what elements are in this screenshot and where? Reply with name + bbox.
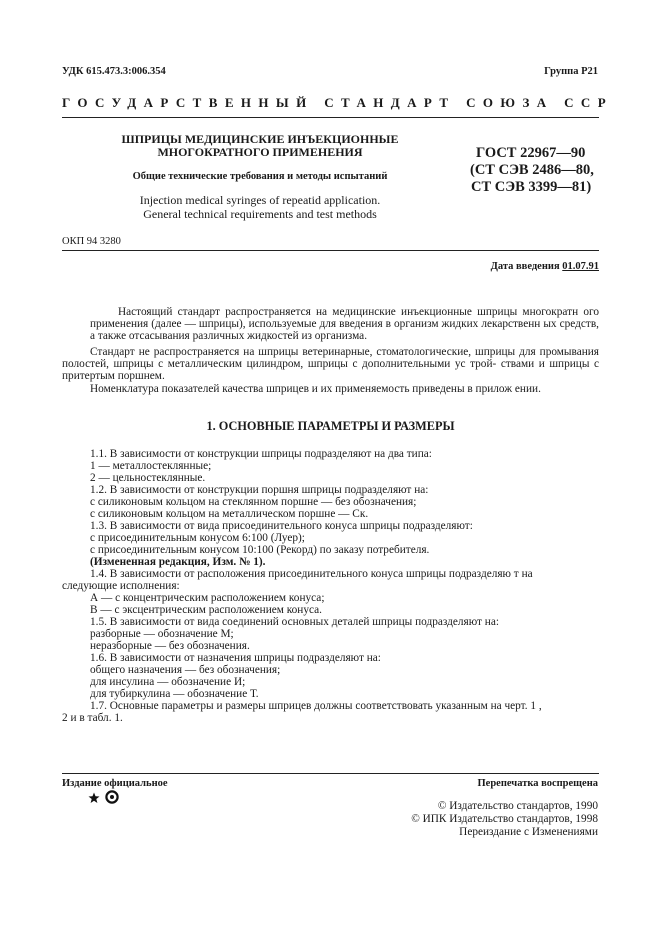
reprint-notice: Перепечатка воспрещена <box>477 778 598 789</box>
document-title <box>80 133 440 158</box>
title-line-1: ШПРИЦЫ МЕДИЦИНСКИЕ ИНЪЕКЦИОННЫЕ <box>121 132 399 146</box>
list-item: В — с эксцентрическим расположением конуса. <box>90 604 322 616</box>
okp-code: ОКП 94 3280 <box>62 236 121 247</box>
english-title-line-1: Injection medical syringes of repeatid application. <box>139 193 381 207</box>
english-title-line-2: General technical requirements and test methods <box>143 206 377 221</box>
list-item: для инсулина — обозначение И; <box>90 676 246 688</box>
standard-banner: ГОСУДАРСТВЕННЫЙ СТАНДАРТ СОЮЗА ССР <box>62 95 614 110</box>
official-edition: Издание официальное <box>62 778 168 789</box>
list-item: 2 — цельностеклянные. <box>90 472 206 484</box>
gost-designation <box>470 145 594 196</box>
clause-1-5: 1.5. В зависимости от вида соединений основных деталей шприцы подразделяют на: <box>90 616 499 628</box>
english-title <box>80 194 440 221</box>
udk-code: УДК 615.473.3:006.354 <box>62 66 166 77</box>
footer-divider <box>62 773 599 774</box>
copyright-line-2: © ИПК Издательство стандартов, 1998 <box>411 813 598 825</box>
reissue-note: Переиздание с Изменениями <box>459 826 598 838</box>
gost-cev-1: (СТ СЭВ 2486—80, <box>470 162 594 178</box>
clause-1-3: 1.3. В зависимости от вида присоединительного конуса шприцы подразделяют: <box>90 520 473 532</box>
clause-1-7-continued: 2 и в табл. 1. <box>62 712 123 724</box>
clause-1-1: 1.1. В зависимости от конструкции шприцы подразделяют на два типа: <box>90 448 432 460</box>
clause-1-2: 1.2. В зависимости от конструкции поршня шприцы подразделяют на: <box>90 484 429 496</box>
introduction-date-label: Дата введения <box>490 261 560 272</box>
quality-mark-icon <box>105 790 119 809</box>
document-subtitle: Общие технические требования и методы испытаний <box>132 171 388 182</box>
section-1-heading: 1. ОСНОВНЫЕ ПАРАМЕТРЫ И РАЗМЕРЫ <box>206 419 455 433</box>
clause-1-4: 1.4. В зависимости от расположения присоединительного конуса шприцы подразделяю т на <box>90 568 533 580</box>
list-item: разборные — обозначение М; <box>90 628 234 640</box>
list-item: с присоединительным конусом 10:100 (Рекорд) по заказу потребителя. <box>90 544 430 556</box>
intro-paragraph-2: Стандарт не распространяется на шприцы ветеринарные, стоматологические, шприцы для промывания полостей, шприцы с металлическим цилиндром, шприцы с дополнительными ус трой- ствами и шприцы с притертым поршнем. <box>62 346 599 383</box>
intro-paragraph-3: Номенклатура показателей качества шприцев и их применяемость приведены в прилож ении. <box>90 383 541 395</box>
star-icon <box>88 791 100 809</box>
clause-1-7: 1.7. Основные параметры и размеры шприцев должны соответствовать указанным на черт. 1 , <box>90 700 542 712</box>
clause-1-6: 1.6. В зависимости от назначения шприцы подразделяют на: <box>90 652 381 664</box>
intro-paragraph-1: Настоящий стандарт распространяется на медицинские инъекционные шприцы многократн ого применения (далее — шприцы), используемые для введения в организм жидких лекарственн ых средств, а также отсасывания различных жидкостей из организма. <box>90 306 599 343</box>
clause-1-4-continued: следующие исполнения: <box>62 580 180 592</box>
list-item: неразборные — без обозначения. <box>90 640 250 652</box>
list-item: с силиконовым кольцом на металлическом поршне — Ск. <box>90 508 369 520</box>
group-code: Группа Р21 <box>544 66 598 77</box>
list-item: для тубиркулина — обозначение Т. <box>90 688 259 700</box>
list-item: 1 — металлостеклянные; <box>90 460 212 472</box>
list-item: общего назначения — без обозначения; <box>90 664 281 676</box>
introduction-date-value: 01.07.91 <box>562 261 599 272</box>
gost-cev-2: СТ СЭВ 3399—81) <box>471 179 592 195</box>
amendment-note: (Измененная редакция, Изм. № 1). <box>90 556 266 568</box>
copyright-block <box>411 800 598 839</box>
list-item: А — с концентрическим расположением конуса; <box>90 592 325 604</box>
okp-divider <box>62 250 599 251</box>
list-item: с присоединительным конусом 6:100 (Луер); <box>90 532 305 544</box>
introduction-date <box>491 261 599 272</box>
list-item: с силиконовым кольцом на стеклянном поршне — без обозначения; <box>90 496 417 508</box>
copyright-line-1: © Издательство стандартов, 1990 <box>437 800 598 812</box>
title-line-2: МНОГОКРАТНОГО ПРИМЕНЕНИЯ <box>157 144 363 159</box>
header-divider <box>62 117 599 118</box>
gost-number: ГОСТ 22967—90 <box>476 145 586 161</box>
